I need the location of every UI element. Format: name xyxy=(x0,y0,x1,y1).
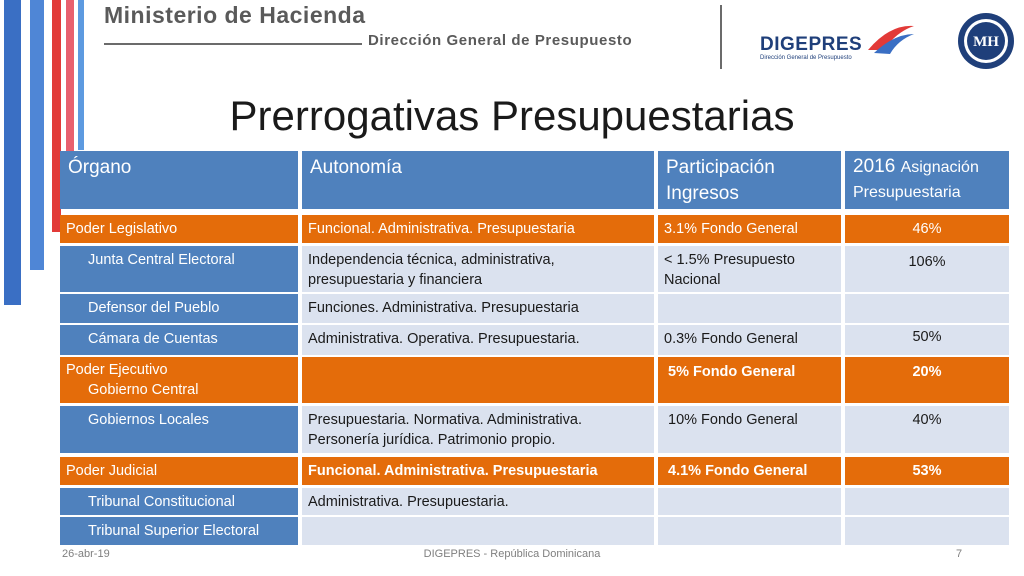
header-asignacion-label: Asignación Presupuestaria xyxy=(853,159,979,201)
table-header-row xyxy=(60,151,1009,209)
cell-asignacion: 53% xyxy=(845,457,1009,485)
cell-autonomia: Funcional. Administrativa. Presupuestaria xyxy=(302,215,654,243)
cell-organo-main: Poder Ejecutivo xyxy=(66,362,168,378)
cell-participacion: 10% Fondo General xyxy=(658,406,841,453)
cell-autonomia: Funcional. Administrativa. Presupuestaria xyxy=(302,457,654,485)
cell-participacion: 4.1% Fondo General xyxy=(658,457,841,485)
header-organo: Órgano xyxy=(60,151,298,209)
cell-autonomia: Presupuestaria. Normativa. Administrativa. Personería jurídica. Patrimonio propio. xyxy=(302,406,654,453)
header-asignacion xyxy=(845,151,1009,209)
ministry-subtitle: Dirección General de Presupuesto xyxy=(368,32,633,49)
cell-asignacion: 106% xyxy=(845,246,1009,292)
cell-asignacion xyxy=(845,294,1009,323)
footer-center: DIGEPRES - República Dominicana xyxy=(423,548,601,560)
header-participacion: Participación Ingresos xyxy=(658,151,841,209)
digepres-logo-subtitle: Dirección General de Presupuesto xyxy=(760,55,852,61)
ministry-title: Ministerio de Hacienda xyxy=(104,2,366,28)
cell-asignacion: 40% xyxy=(845,406,1009,453)
cell-autonomia: Funciones. Administrativa. Presupuestaria xyxy=(302,294,654,323)
cell-organo: Junta Central Electoral xyxy=(60,246,298,292)
table-row xyxy=(60,294,1009,323)
cell-autonomia xyxy=(302,357,654,403)
cell-participacion: 3.1% Fondo General xyxy=(658,215,841,243)
table-row xyxy=(60,488,1009,515)
cell-autonomia: Independencia técnica, administrativa, presupuestaria y financiera xyxy=(302,246,654,292)
table-row xyxy=(60,457,1009,485)
cell-participacion xyxy=(658,294,841,323)
cell-asignacion: 20% xyxy=(845,357,1009,403)
cell-participacion: 0.3% Fondo General xyxy=(658,325,841,355)
divider xyxy=(720,5,722,69)
cell-asignacion xyxy=(845,488,1009,515)
cell-autonomia: Administrativa. Presupuestaria. xyxy=(302,488,654,515)
cell-organo: Cámara de Cuentas xyxy=(60,325,298,355)
cell-asignacion: 46% xyxy=(845,215,1009,243)
cell-organo: Poder Legislativo xyxy=(60,215,298,243)
cell-asignacion: 50% xyxy=(845,325,1009,355)
table-row xyxy=(60,246,1009,292)
page-number: 7 xyxy=(956,548,963,560)
cell-autonomia: Administrativa. Operativa. Presupuestaria. xyxy=(302,325,654,355)
seal-text: MH xyxy=(973,34,999,50)
page-title: Prerrogativas Presupuestarias xyxy=(229,92,795,139)
cell-participacion: 5% Fondo General xyxy=(658,357,841,403)
cell-organo-sub: Gobierno Central xyxy=(88,382,199,398)
cell-organo: Defensor del Pueblo xyxy=(60,294,298,323)
decorative-bar xyxy=(4,0,21,305)
table-row xyxy=(60,406,1009,453)
cell-organo: Gobiernos Locales xyxy=(60,406,298,453)
cell-organo: Poder Judicial xyxy=(60,457,298,485)
header-asignacion-year: 2016 xyxy=(853,156,896,177)
divider xyxy=(104,43,362,45)
table-row xyxy=(60,325,1009,355)
cell-organo: Tribunal Constitucional xyxy=(60,488,298,515)
header-autonomia: Autonomía xyxy=(302,151,654,209)
footer-date: 26-abr-19 xyxy=(62,548,110,560)
cell-participacion xyxy=(658,517,841,545)
ministry-seal-icon xyxy=(957,12,1015,70)
table-row xyxy=(60,215,1009,243)
digepres-logo-name: DIGEPRES xyxy=(760,34,863,55)
cell-participacion: < 1.5% Presupuesto Nacional xyxy=(658,246,841,292)
cell-autonomia xyxy=(302,517,654,545)
digepres-logo xyxy=(760,22,920,62)
swoosh-icon xyxy=(864,20,916,56)
cell-organo: Tribunal Superior Electoral xyxy=(60,517,298,545)
cell-participacion xyxy=(658,488,841,515)
cell-organo xyxy=(60,357,298,403)
table-row xyxy=(60,517,1009,545)
cell-asignacion xyxy=(845,517,1009,545)
table-row xyxy=(60,357,1009,403)
